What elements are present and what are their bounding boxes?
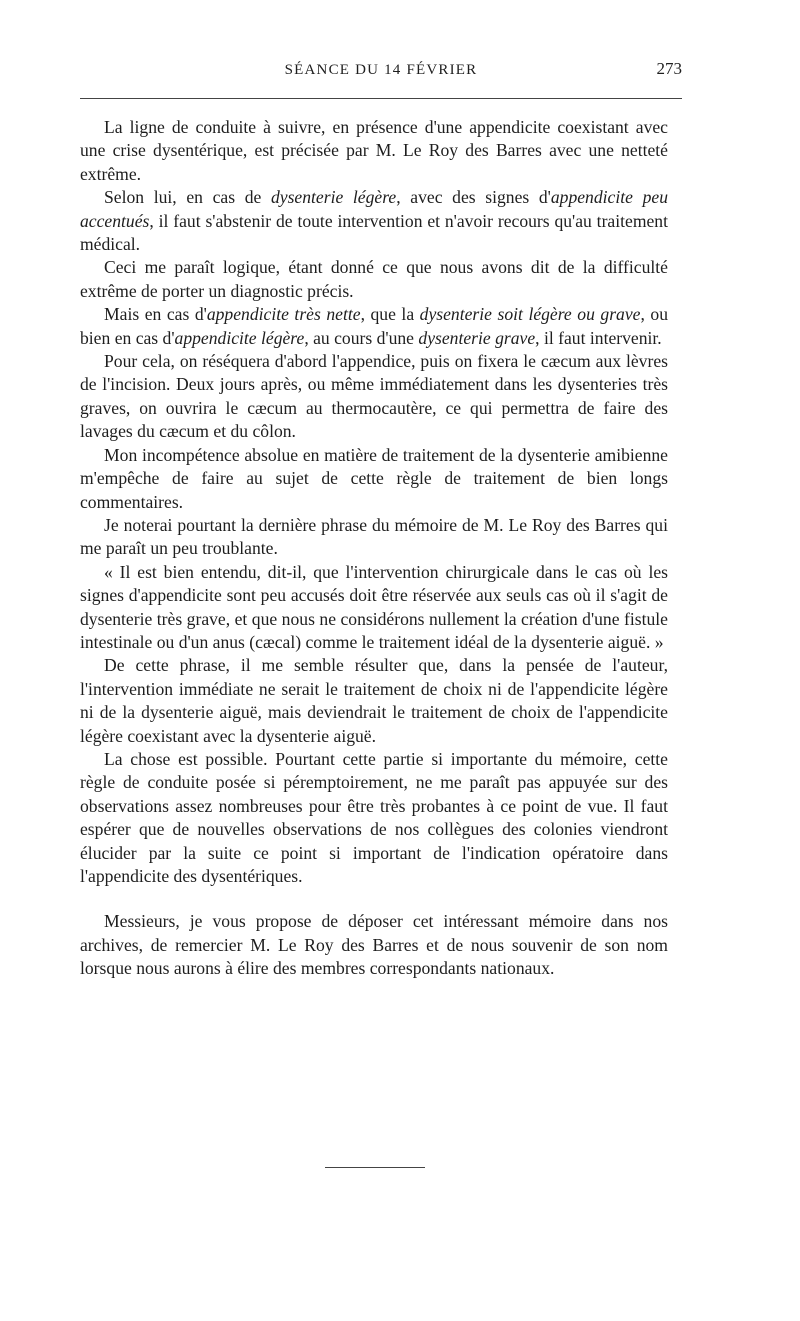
body-text: [80, 116, 668, 981]
paragraph: [80, 748, 668, 888]
paragraph: [80, 654, 668, 748]
text-run: Je noterai pourtant la dernière phrase du mémoire de M. Le Roy des Barres qui me paraît un peu troublante.: [80, 514, 668, 559]
text-run: « Il est bien entendu, dit-il, que l'intervention chirurgicale dans le cas où les signes d'appendicite sont peu accusés doit être réservée aux seuls cas où il s'agit de dysenterie très grave, et que nous ne considérons nullement la création d'une fistule intestinale ou d'un anus (cæcal) comme le traitement idéal de la dysenterie aiguë. »: [80, 561, 668, 652]
paragraph: [80, 116, 668, 186]
text-run: De cette phrase, il me semble résulter que, dans la pensée de l'auteur, l'intervention immédiate ne serait le traitement de choix ni de l'appendicite légère ni de la dysenterie aiguë, mais deviendrait le traitement de choix de l'appendicite légère coexistant avec la dysenterie aiguë.: [80, 655, 668, 746]
page-header: [80, 58, 682, 84]
paragraph: [80, 186, 668, 256]
text-run: , ou bien en cas d': [80, 304, 668, 348]
text-run: Ceci me paraît logique, étant donné ce que nous avons dit de la difficulté extrême de porter un diagnostic précis.: [80, 257, 668, 301]
text-run: Selon lui, en cas de: [104, 187, 271, 208]
paragraph: [80, 444, 668, 514]
text-run: La chose est possible. Pourtant cette partie si importante du mémoire, cette règle de conduite posée si péremptoirement, ne me paraît pas appuyée sur des observations assez nombreuses pour être très probantes à ce point de vue. Il faut espérer que de nouvelles observations de nos collègues des colonies viendront élucider par la suite ce point si important de l'indication opératoire dans l'appendicite des dysentériques.: [80, 748, 668, 886]
text-run: , il faut s'abstenir de toute intervention et n'avoir recours qu'au traitement médical.: [80, 210, 668, 255]
paragraph: [80, 561, 668, 655]
header-rule: [80, 98, 682, 99]
text-run: , il faut intervenir.: [535, 327, 662, 348]
text-run: Messieurs, je vous propose de déposer cet intéressant mémoire dans nos archives, de remercier M. Le Roy des Barres et de nous souvenir de son nom lorsque nous aurons à élire des membres correspondants nationaux.: [80, 911, 668, 979]
paragraph: [80, 303, 668, 350]
text-run: , au cours d'une: [304, 327, 419, 348]
paragraph: [80, 514, 668, 561]
italic-phrase: dysenterie soit légère ou grave: [419, 304, 641, 325]
italic-phrase: dysenterie grave: [418, 327, 536, 348]
text-run: , avec des signes d': [396, 187, 551, 208]
italic-phrase: appendicite légère: [174, 327, 305, 348]
closing-rule: [325, 1167, 425, 1168]
italic-phrase: appendicite très nette: [206, 304, 361, 325]
italic-phrase: dysenterie légère: [270, 187, 397, 208]
text-run: Mon incompétence absolue en matière de traitement de la dysenterie amibienne m'empêche de faire au sujet de cette règle de traitement de bien longs commentaires.: [80, 444, 668, 512]
page-number: 273: [656, 59, 682, 78]
paragraph: [80, 910, 668, 980]
text-run: La ligne de conduite à suivre, en présence d'une appendicite coexistant avec une crise dysentérique, est précisée par M. Le Roy des Barres avec une netteté extrême.: [80, 117, 668, 184]
text-run: Mais en cas d': [104, 304, 207, 325]
paragraph: [80, 350, 668, 444]
text-run: Pour cela, on réséquera d'abord l'appendice, puis on fixera le cæcum aux lèvres de l'incision. Deux jours après, ou même immédiatement dans les dysenteries très graves, on ouvrira le cæcum au thermocautère, ce qui permettra de faire des lavages du cæcum et du côlon.: [80, 351, 668, 442]
text-run: , que la: [360, 304, 420, 325]
italic-phrase: appendicite peu accentués: [80, 187, 668, 231]
running-title: SÉANCE DU 14 FÉVRIER: [284, 62, 478, 78]
paragraph: [80, 256, 668, 303]
